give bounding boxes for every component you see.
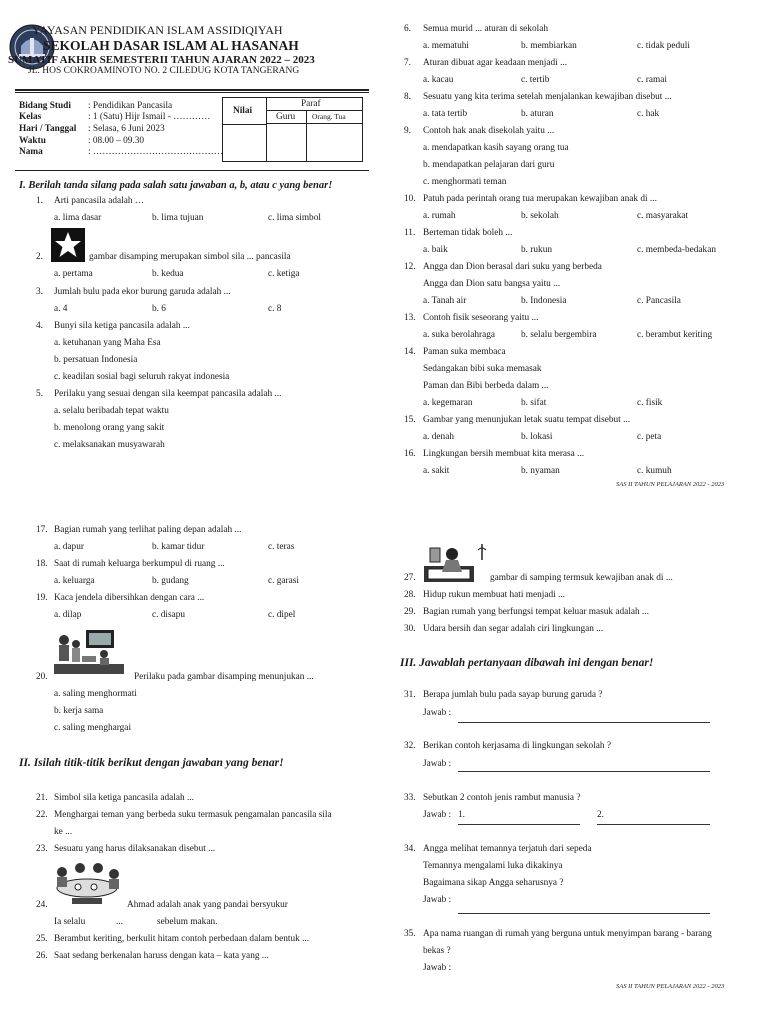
q1-option-c[interactable]: c. lima simbol: [268, 213, 321, 223]
info-value-class[interactable]: : 1 (Satu) Hijr Ismail - …………: [88, 112, 211, 122]
q24-text-2: Ia selalu: [54, 917, 86, 927]
q12-text-2: Angga dan Dion satu bangsa yaitu ...: [423, 279, 561, 289]
q19-option-a[interactable]: a. dilap: [54, 610, 82, 620]
info-value-subject: : Pendidikan Pancasila: [88, 101, 173, 111]
q23-number: 23.: [36, 844, 48, 854]
q12-option-c[interactable]: c. Pancasila: [637, 296, 681, 306]
score-table-paraf-label: Paraf: [301, 99, 321, 109]
q10-text: Patuh pada perintah orang tua merupakan kewajiban anak di ...: [423, 194, 657, 204]
q7-text: Aturan dibuat agar keadaan menjadi ...: [423, 58, 568, 68]
q13-option-c[interactable]: c. berambut keriting: [637, 330, 713, 340]
q3-number: 3.: [36, 287, 43, 297]
q31-answer-line[interactable]: [458, 722, 710, 723]
info-value-name[interactable]: : ……………………………………: [88, 147, 224, 157]
q4-option-b[interactable]: b. persatuan Indonesia: [54, 355, 138, 365]
q18-option-a[interactable]: a. keluarga: [54, 576, 95, 586]
q15-text: Gambar yang menunjukan letak suatu tempat disebut ...: [423, 415, 631, 425]
q6-option-a[interactable]: a. mematuhi: [423, 41, 469, 51]
q20-option-a[interactable]: a. saling menghormati: [54, 689, 137, 699]
q12-text: Angga dan Dion berasal dari suku yang berbeda: [423, 262, 602, 272]
star-symbol-icon: [51, 228, 85, 262]
q22-number: 22.: [36, 810, 48, 820]
q33-number: 33.: [404, 793, 416, 803]
q11-text: Berteman tidak boleh ...: [423, 228, 513, 238]
q6-option-b[interactable]: b. membiarkan: [521, 41, 577, 51]
exam-title: SUMATIF AKHIR SEMESTERII TAHUN AJARAN 2022 – 2023: [8, 54, 315, 66]
q5-number: 5.: [36, 389, 43, 399]
q16-number: 16.: [404, 449, 416, 459]
q34-answer-label: Jawab :: [423, 895, 452, 905]
q8-option-c[interactable]: c. hak: [637, 109, 660, 119]
q2-text: gambar disamping merupakan simbol sila ... pancasila: [89, 252, 291, 262]
q1-option-b[interactable]: b. lima tujuan: [152, 213, 204, 223]
q17-option-c[interactable]: c. teras: [268, 542, 295, 552]
q9-number: 9.: [404, 126, 411, 136]
q24-text: Ahmad adalah anak yang pandai bersyukur: [127, 900, 288, 910]
q34-text: Angga melihat temannya terjatuh dari sepeda: [423, 844, 592, 854]
score-table-guru-label: Guru: [276, 112, 296, 122]
q12-number: 12.: [404, 262, 416, 272]
q14-number: 14.: [404, 347, 416, 357]
q30-text: Udara bersih dan segar adalah ciri lingkungan ...: [423, 624, 604, 634]
header-rule-thick: [15, 89, 369, 91]
q18-option-c[interactable]: c. garasi: [268, 576, 299, 586]
q13-option-b[interactable]: b. selalu bergembira: [521, 330, 597, 340]
q3-text: Jumlah bulu pada ekor burung garuda adalah ...: [54, 287, 231, 297]
q33-answer-1-line[interactable]: [458, 824, 580, 825]
q1-option-a[interactable]: a. lima dasar: [54, 213, 102, 223]
header-rule-thin: [15, 92, 369, 93]
q5-text: Perilaku yang sesuai dengan sila keempat pancasila adalah ...: [54, 389, 282, 399]
q6-text: Semua murid ... aturan di sekolah: [423, 24, 548, 34]
family-gathering-illustration: [52, 626, 126, 676]
q20-text: Perilaku pada gambar disamping menunjukan ...: [134, 672, 314, 682]
q35-text-2: bekas ?: [423, 946, 451, 956]
q14-text-2: Sedangakan bibi suka memasak: [423, 364, 542, 374]
q33-answer-label: Jawab :: [423, 810, 452, 820]
q11-number: 11.: [404, 228, 416, 238]
q24-number: 24.: [36, 900, 48, 910]
q9-option-b[interactable]: b. mendapatkan pelajaran dari guru: [423, 160, 555, 170]
footer-page1: SAS II TAHUN PELAJARAN 2022 - 2023: [616, 481, 725, 488]
q13-number: 13.: [404, 313, 416, 323]
q3-option-c[interactable]: c. 8: [268, 304, 282, 314]
q21-text: Simbol sila ketiga pancasila adalah ...: [54, 793, 194, 803]
q12-option-a[interactable]: a. Tanah air: [423, 296, 467, 306]
q18-text: Saat di rumah keluarga berkumpul di ruang ...: [54, 559, 225, 569]
q17-number: 17.: [36, 525, 48, 535]
q19-number: 19.: [36, 593, 48, 603]
q7-option-a[interactable]: a. kacau: [423, 75, 454, 85]
q17-text: Bagian rumah yang terlihat paling depan adalah ...: [54, 525, 242, 535]
q8-text: Sesuatu yang kita terima setelah menjalankan kewajiban disebut ...: [423, 92, 672, 102]
q10-option-c[interactable]: c. masyarakat: [637, 211, 689, 221]
info-rule: [15, 170, 369, 171]
q7-number: 7.: [404, 58, 411, 68]
q15-number: 15.: [404, 415, 416, 425]
q13-option-a[interactable]: a. suka berolahraga: [423, 330, 496, 340]
q34-number: 34.: [404, 844, 416, 854]
section3-title: III. Jawablah pertanyaan dibawah ini dengan benar!: [400, 657, 654, 669]
q18-option-b[interactable]: b. gudang: [152, 576, 189, 586]
q17-option-a[interactable]: a. dapur: [54, 542, 84, 552]
q14-text-3: Paman dan Bibi berbeda dalam ...: [423, 381, 549, 391]
q16-option-b[interactable]: b. nyaman: [521, 466, 560, 476]
q35-text: Apa nama ruangan di rumah yang berguna untuk menyimpan barang - barang: [423, 929, 712, 939]
q33-text: Sebutkan 2 contoh jenis rambut manusia ?: [423, 793, 581, 803]
q26-text: Saat sedang berkenalan haruss dengan kata – kata yang ...: [54, 951, 269, 961]
q31-text: Berapa jumlah bulu pada sayap burung garuda ?: [423, 690, 603, 700]
q2-option-c[interactable]: c. ketiga: [268, 269, 300, 279]
q23-text: Sesuatu yang harus dilaksanakan disebut ...: [54, 844, 216, 854]
q9-option-c[interactable]: c. menghormati teman: [423, 177, 507, 187]
q6-number: 6.: [404, 24, 411, 34]
q1-number: 1.: [36, 196, 43, 206]
family-meal-illustration: [52, 860, 122, 906]
q11-option-b[interactable]: b. rukun: [521, 245, 552, 255]
q11-option-c[interactable]: c. membeda-bedakan: [637, 245, 716, 255]
q27-text: gambar di samping termsuk kewajiban anak di ...: [490, 573, 673, 583]
q22-text: Menghargai teman yang berbeda suku termasuk pengamalan pancasila sila: [54, 810, 332, 820]
q5-option-a[interactable]: a. selalu beribadah tepat waktu: [54, 406, 169, 416]
q13-text: Contoh fisik seseorang yaitu ...: [423, 313, 539, 323]
q7-option-b[interactable]: c. tertib: [521, 75, 550, 85]
q5-option-b[interactable]: b. menolong orang yang sakit: [54, 423, 165, 433]
q19-option-b[interactable]: c. disapu: [152, 610, 186, 620]
q16-option-c[interactable]: c. kumuh: [637, 466, 672, 476]
info-value-time: : 08.00 – 09.30: [88, 136, 145, 146]
footer-page2: SAS II TAHUN PELAJARAN 2022 - 2023: [616, 983, 725, 990]
q18-number: 18.: [36, 559, 48, 569]
q14-option-b[interactable]: b. sifat: [521, 398, 547, 408]
q25-text: Berambut keriting, berkulit hitam contoh perbedaan dalam bentuk ...: [54, 934, 310, 944]
q33-answer-2-line[interactable]: [597, 824, 710, 825]
q15-option-b[interactable]: b. lokasi: [521, 432, 553, 442]
q17-option-b[interactable]: b. kamar tidur: [152, 542, 205, 552]
q31-number: 31.: [404, 690, 416, 700]
q34-text-2: Temannya mengalami luka dikakinya: [423, 861, 563, 871]
home-chores-illustration: [422, 542, 488, 584]
q20-number: 20.: [36, 672, 48, 682]
q15-option-a[interactable]: a. denah: [423, 432, 454, 442]
q33-answer-1-number: 1.: [458, 810, 465, 820]
score-table-divider: [222, 124, 267, 125]
q32-text: Berikan contoh kerjasama di lingkungan sekolah ?: [423, 741, 611, 751]
info-value-date: : Selasa, 6 Juni 2023: [88, 124, 165, 134]
q19-text: Kaca jendela dibersihkan dengan cara ...: [54, 593, 205, 603]
q11-option-a[interactable]: a. baik: [423, 245, 448, 255]
q35-number: 35.: [404, 929, 416, 939]
info-label-name: Nama: [19, 147, 43, 157]
q15-option-c[interactable]: c. peta: [637, 432, 662, 442]
q4-option-a[interactable]: a. ketuhanan yang Maha Esa: [54, 338, 161, 348]
info-label-subject: Bidang Studi: [19, 101, 71, 111]
q3-option-a[interactable]: a. 4: [54, 304, 68, 314]
q31-answer-label: Jawab :: [423, 708, 452, 718]
section1-title: I. Berilah tanda silang pada salah satu jawaban a, b, atau c yang benar!: [19, 180, 333, 191]
q33-answer-2-number: 2.: [597, 810, 604, 820]
q35-answer-label: Jawab :: [423, 963, 452, 973]
q24-text-4: sebelum makan.: [157, 917, 218, 927]
q29-number: 29.: [404, 607, 416, 617]
q8-number: 8.: [404, 92, 411, 102]
q5-option-c[interactable]: c. melaksanakan musyawarah: [54, 440, 165, 450]
info-label-class: Kelas: [19, 112, 42, 122]
foundation-name: YAYASAN PENDIDIKAN ISLAM ASSIDIQIYAH: [32, 23, 283, 37]
q2-option-a[interactable]: a. pertama: [54, 269, 93, 279]
q14-option-c[interactable]: c. fisik: [637, 398, 663, 408]
q9-option-a[interactable]: a. mendapatkan kasih sayang orang tua: [423, 143, 569, 153]
q10-option-a[interactable]: a. rumah: [423, 211, 456, 221]
q16-text: Lingkungan bersih membuat kita merasa ...: [423, 449, 585, 459]
q1-text: Arti pancasila adalah …: [54, 196, 145, 206]
q4-number: 4.: [36, 321, 43, 331]
q19-option-c[interactable]: c. dipel: [268, 610, 296, 620]
q6-option-c[interactable]: c. tidak peduli: [637, 41, 690, 51]
q21-number: 21.: [36, 793, 48, 803]
q10-number: 10.: [404, 194, 416, 204]
q25-number: 25.: [36, 934, 48, 944]
q24-blank[interactable]: ...: [116, 917, 123, 927]
q26-number: 26.: [36, 951, 48, 961]
q9-text: Contoh hak anak disekolah yaitu ...: [423, 126, 555, 136]
q2-number: 2.: [36, 252, 43, 262]
q28-number: 28.: [404, 590, 416, 600]
q30-number: 30.: [404, 624, 416, 634]
q20-option-c[interactable]: c. saling menghargai: [54, 723, 132, 733]
info-label-time: Waktu: [19, 136, 46, 146]
section2-title: II. Isilah titik-titik berikut dengan jawaban yang benar!: [19, 757, 284, 769]
q8-option-b[interactable]: b. aturan: [521, 109, 554, 119]
q4-text: Bunyi sila ketiga pancasila adalah ...: [54, 321, 190, 331]
q27-number: 27.: [404, 573, 416, 583]
q29-text: Bagian rumah yang berfungsi tempat keluar masuk adalah ...: [423, 607, 649, 617]
q7-option-c[interactable]: c. ramai: [637, 75, 667, 85]
q10-option-b[interactable]: b. sekolah: [521, 211, 559, 221]
q2-option-b[interactable]: b. kedua: [152, 269, 184, 279]
q8-option-a[interactable]: a. tata tertib: [423, 109, 468, 119]
q14-text: Paman suka membaca: [423, 347, 506, 357]
q14-option-a[interactable]: a. kegemaran: [423, 398, 473, 408]
info-label-date: Hari / Tanggal: [19, 124, 77, 134]
q4-option-c[interactable]: c. keadilan sosial bagi seluruh rakyat indonesia: [54, 372, 230, 382]
q20-option-b[interactable]: b. kerja sama: [54, 706, 104, 716]
q32-number: 32.: [404, 741, 416, 751]
q32-answer-line[interactable]: [458, 771, 710, 772]
q32-answer-label: Jawab :: [423, 759, 452, 769]
school-address: JL. HOS COKROAMINOTO NO. 2 CILEDUG KOTA TANGERANG: [28, 66, 300, 76]
score-table-nilai-label: Nilai: [233, 106, 253, 116]
score-table-guru-cell[interactable]: [266, 123, 307, 162]
q12-option-b[interactable]: b. Indonesia: [521, 296, 567, 306]
q16-option-a[interactable]: a. sakit: [423, 466, 450, 476]
q3-option-b[interactable]: b. 6: [152, 304, 166, 314]
school-name: SEKOLAH DASAR ISLAM AL HASANAH: [43, 38, 299, 53]
q34-text-3: Bagaimana sikap Angga seharusnya ?: [423, 878, 564, 888]
q34-answer-line[interactable]: [458, 913, 710, 914]
score-table-ortu-cell[interactable]: [306, 123, 363, 162]
q22-text-2: ke ...: [54, 827, 73, 837]
score-table-ortu-label: Orang. Tua: [312, 112, 346, 121]
q28-text: Hidup rukun membuat hati menjadi ...: [423, 590, 566, 600]
